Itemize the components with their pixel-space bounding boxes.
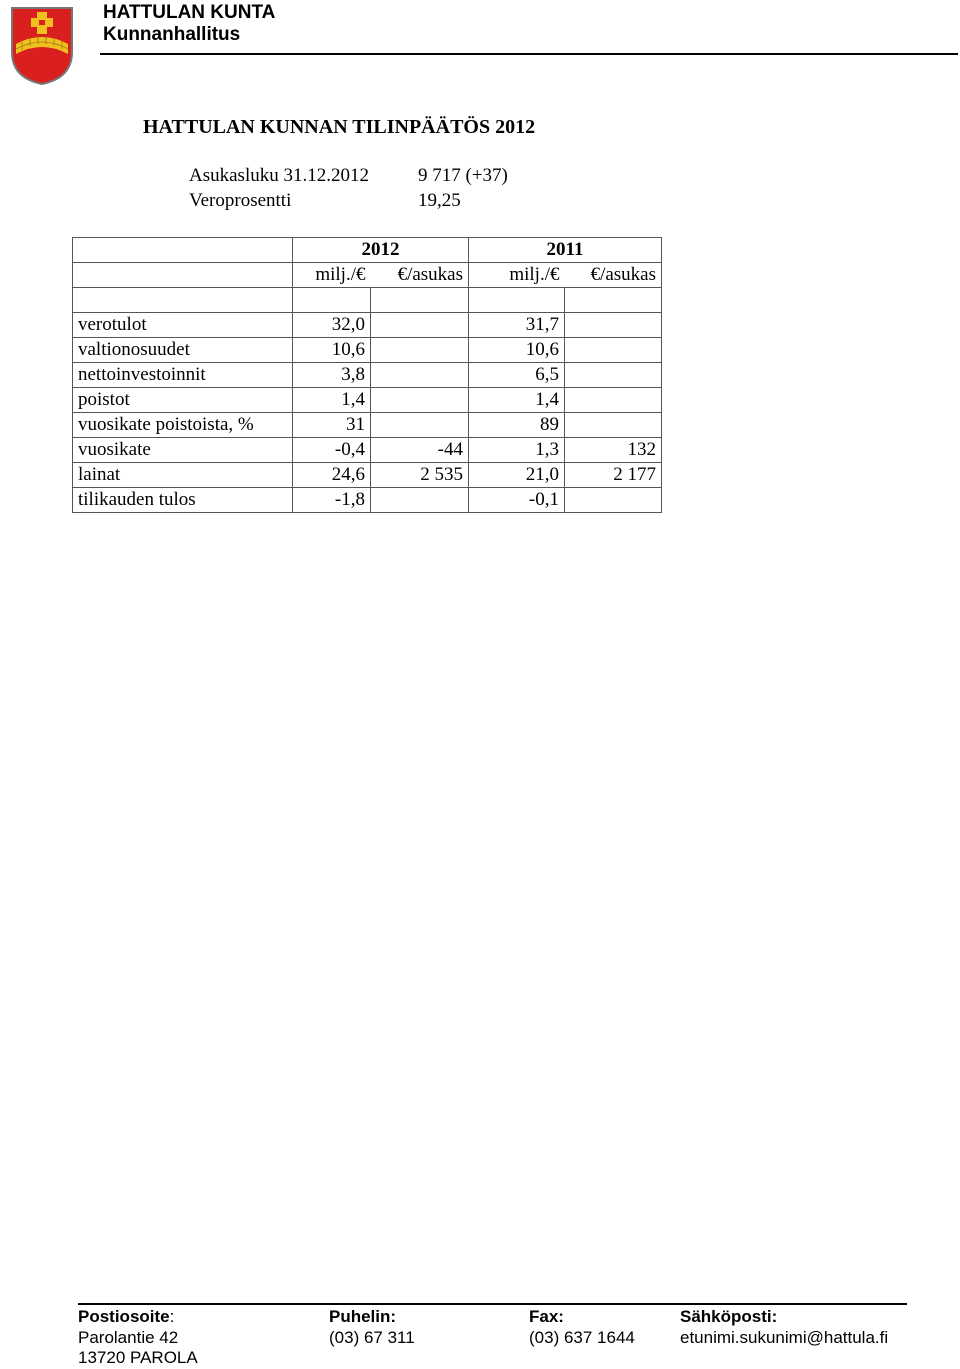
table-row (73, 437, 662, 462)
value-cell (371, 387, 469, 412)
value-cell: 31,7 (469, 312, 565, 337)
coat-of-arms-icon (8, 4, 76, 86)
table-corner-cell (73, 238, 293, 263)
info-row-population (189, 165, 508, 187)
header-divider (100, 53, 958, 55)
value-cell: 3,8 (293, 362, 371, 387)
value-cell: 1,4 (293, 387, 371, 412)
row-label: verotulot (73, 312, 293, 337)
footer-heading-colon: : (169, 1307, 175, 1326)
footer-heading: Postiosoite (78, 1307, 170, 1326)
department-name: Kunnanhallitus (103, 24, 241, 45)
footer-divider (78, 1303, 907, 1305)
footer-line: (03) 67 311 (329, 1327, 415, 1347)
footer-line: (03) 637 1644 (529, 1327, 635, 1347)
row-label: lainat (73, 462, 293, 487)
footer-phone (329, 1307, 415, 1348)
year-header: 2011 (469, 238, 662, 263)
table-row (73, 412, 662, 437)
value-cell (371, 412, 469, 437)
value-cell (565, 487, 662, 512)
value-cell: 32,0 (293, 312, 371, 337)
financial-summary-table (72, 237, 662, 513)
info-row-tax-rate (189, 190, 461, 212)
value-cell: -44 (371, 437, 469, 462)
unit-header: €/asukas (371, 263, 469, 288)
unit-header: milj./€ (293, 263, 371, 288)
row-label: valtionosuudet (73, 337, 293, 362)
info-label: Veroprosentti (189, 190, 292, 211)
unit-header: milj./€ (469, 263, 565, 288)
row-label: vuosikate poistoista, % (73, 412, 293, 437)
footer-line: etunimi.sukunimi@hattula.fi (680, 1327, 889, 1347)
value-cell: 89 (469, 412, 565, 437)
value-cell: 2 177 (565, 462, 662, 487)
table-row (73, 487, 662, 512)
table-row (73, 387, 662, 412)
value-cell (371, 312, 469, 337)
value-cell (565, 387, 662, 412)
row-label: tilikauden tulos (73, 487, 293, 512)
organization-header (103, 2, 275, 46)
footer-email (680, 1307, 888, 1348)
table-header-units (73, 263, 662, 288)
value-cell (565, 312, 662, 337)
value-cell (565, 412, 662, 437)
value-cell (565, 337, 662, 362)
footer-heading: Fax: (529, 1307, 564, 1326)
value-cell (371, 362, 469, 387)
value-cell: 6,5 (469, 362, 565, 387)
value-cell: 10,6 (469, 337, 565, 362)
row-label: poistot (73, 387, 293, 412)
value-cell: -0,4 (293, 437, 371, 462)
info-value: 19,25 (418, 190, 461, 211)
footer-fax (529, 1307, 635, 1348)
value-cell: 21,0 (469, 462, 565, 487)
footer-line: Parolantie 42 (78, 1327, 179, 1347)
table-row (73, 312, 662, 337)
value-cell: 10,6 (293, 337, 371, 362)
organization-name: HATTULAN KUNTA (103, 2, 276, 23)
table-row (73, 362, 662, 387)
footer-heading: Puhelin: (329, 1307, 397, 1326)
info-value: 9 717 (+37) (418, 165, 508, 186)
document-title: HATTULAN KUNNAN TILINPÄÄTÖS 2012 (143, 116, 536, 138)
value-cell: 24,6 (293, 462, 371, 487)
value-cell (371, 337, 469, 362)
year-header: 2012 (293, 238, 469, 263)
value-cell: -1,8 (293, 487, 371, 512)
value-cell (371, 487, 469, 512)
table-row (73, 337, 662, 362)
value-cell: 31 (293, 412, 371, 437)
table-spacer-row (73, 288, 662, 313)
row-label: vuosikate (73, 437, 293, 462)
table-row (73, 462, 662, 487)
value-cell: 1,3 (469, 437, 565, 462)
footer-heading: Sähköposti: (680, 1307, 778, 1326)
unit-header: €/asukas (565, 263, 662, 288)
table-header-years (73, 238, 662, 263)
row-label: nettoinvestoinnit (73, 362, 293, 387)
value-cell: 132 (565, 437, 662, 462)
value-cell: 1,4 (469, 387, 565, 412)
table-corner-cell (73, 263, 293, 288)
footer-postal-address (78, 1307, 198, 1369)
info-label: Asukasluku 31.12.2012 (189, 165, 369, 186)
value-cell (565, 362, 662, 387)
value-cell: -0,1 (469, 487, 565, 512)
value-cell: 2 535 (371, 462, 469, 487)
footer-line: 13720 PAROLA (78, 1348, 198, 1367)
